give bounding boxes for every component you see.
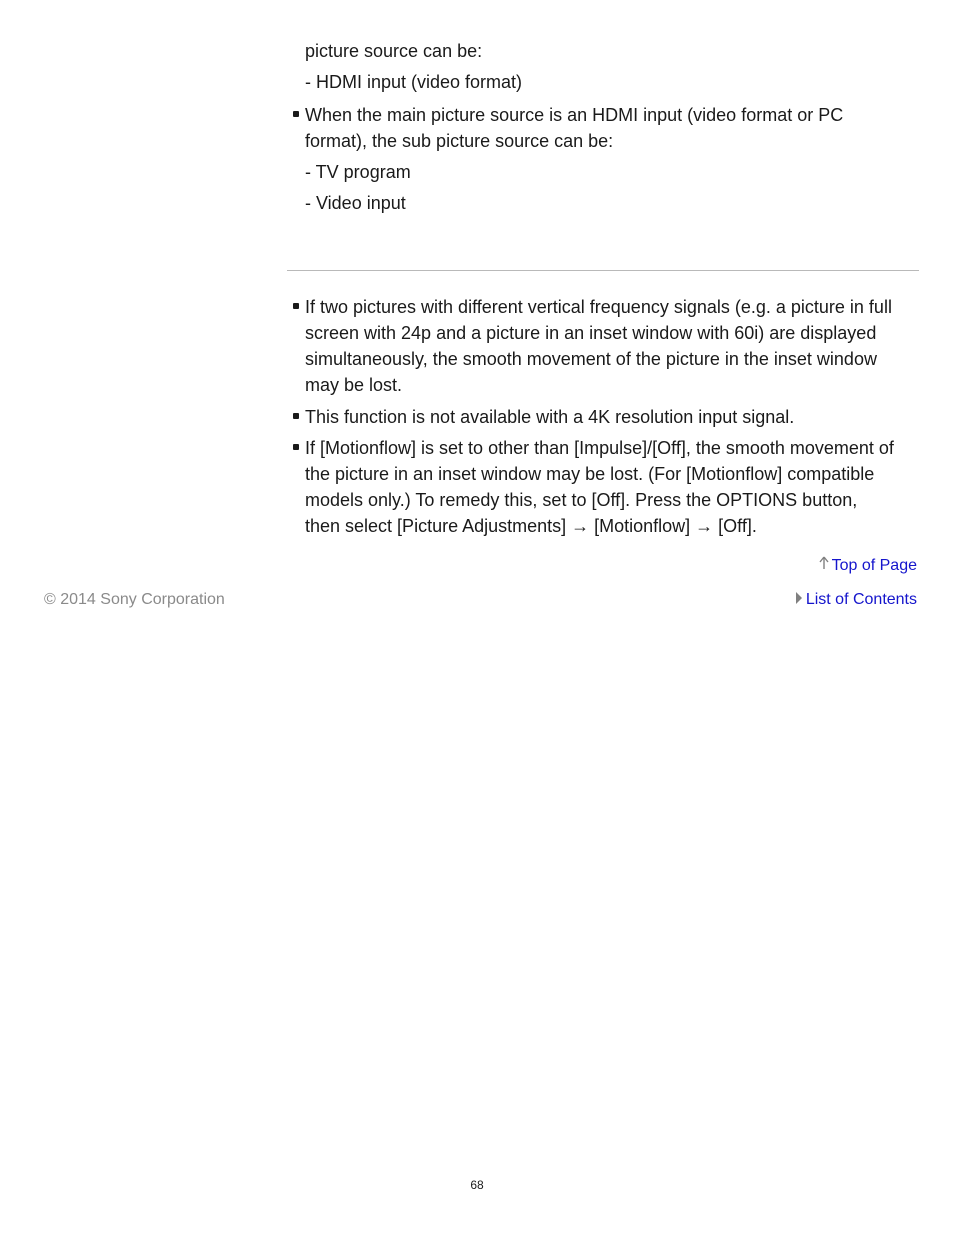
source-item-tv: - TV program (305, 162, 411, 182)
hdmi-main-source-text-line-1: When the main picture source is an HDMI input (video format or PC (305, 105, 844, 125)
bullet-icon (293, 303, 299, 309)
source-item-video: - Video input (305, 193, 406, 213)
top-of-page-label[interactable]: Top of Page (831, 557, 917, 575)
bullet-icon (293, 444, 299, 450)
note-line: simultaneously, the smooth movement of the picture in the inset window (305, 349, 877, 369)
hdmi-main-source-text-line-2: format), the sub picture source can be: (305, 131, 614, 151)
list-of-contents-label[interactable]: List of Contents (805, 591, 917, 609)
copyright-text: © 2014 Sony Corporation (44, 591, 225, 608)
bullet-icon (293, 413, 299, 419)
note-line: If two pictures with different vertical frequency signals (e.g. a picture in full (305, 297, 892, 317)
bullet-icon (293, 111, 299, 117)
section-divider (287, 270, 919, 271)
note-line: may be lost. (305, 375, 403, 395)
source-list-intro: picture source can be: (305, 41, 483, 61)
page-number: 68 (470, 1178, 484, 1192)
arrow-up-icon (819, 556, 829, 576)
note-line: This function is not available with a 4K resolution input signal. (305, 407, 795, 427)
note-line: If [Motionflow] is set to other than [Impulse]/[Off], the smooth movement of (305, 438, 894, 458)
source-item-hdmi: - HDMI input (video format) (305, 72, 523, 92)
top-of-page-link[interactable] (819, 556, 917, 576)
list-of-contents-link[interactable] (796, 590, 917, 610)
triangle-right-icon (796, 590, 802, 610)
note-line: models only.) To remedy this, set to [Off]. Press the OPTIONS button, (305, 490, 858, 510)
note-line: the picture in an inset window may be lost. (For [Motionflow] compatible (305, 464, 875, 484)
note-line: then select [Picture Adjustments] → [Motionflow] → [Off]. (305, 516, 757, 536)
note-line: screen with 24p and a picture in an inset window with 60i) are displayed (305, 323, 877, 343)
